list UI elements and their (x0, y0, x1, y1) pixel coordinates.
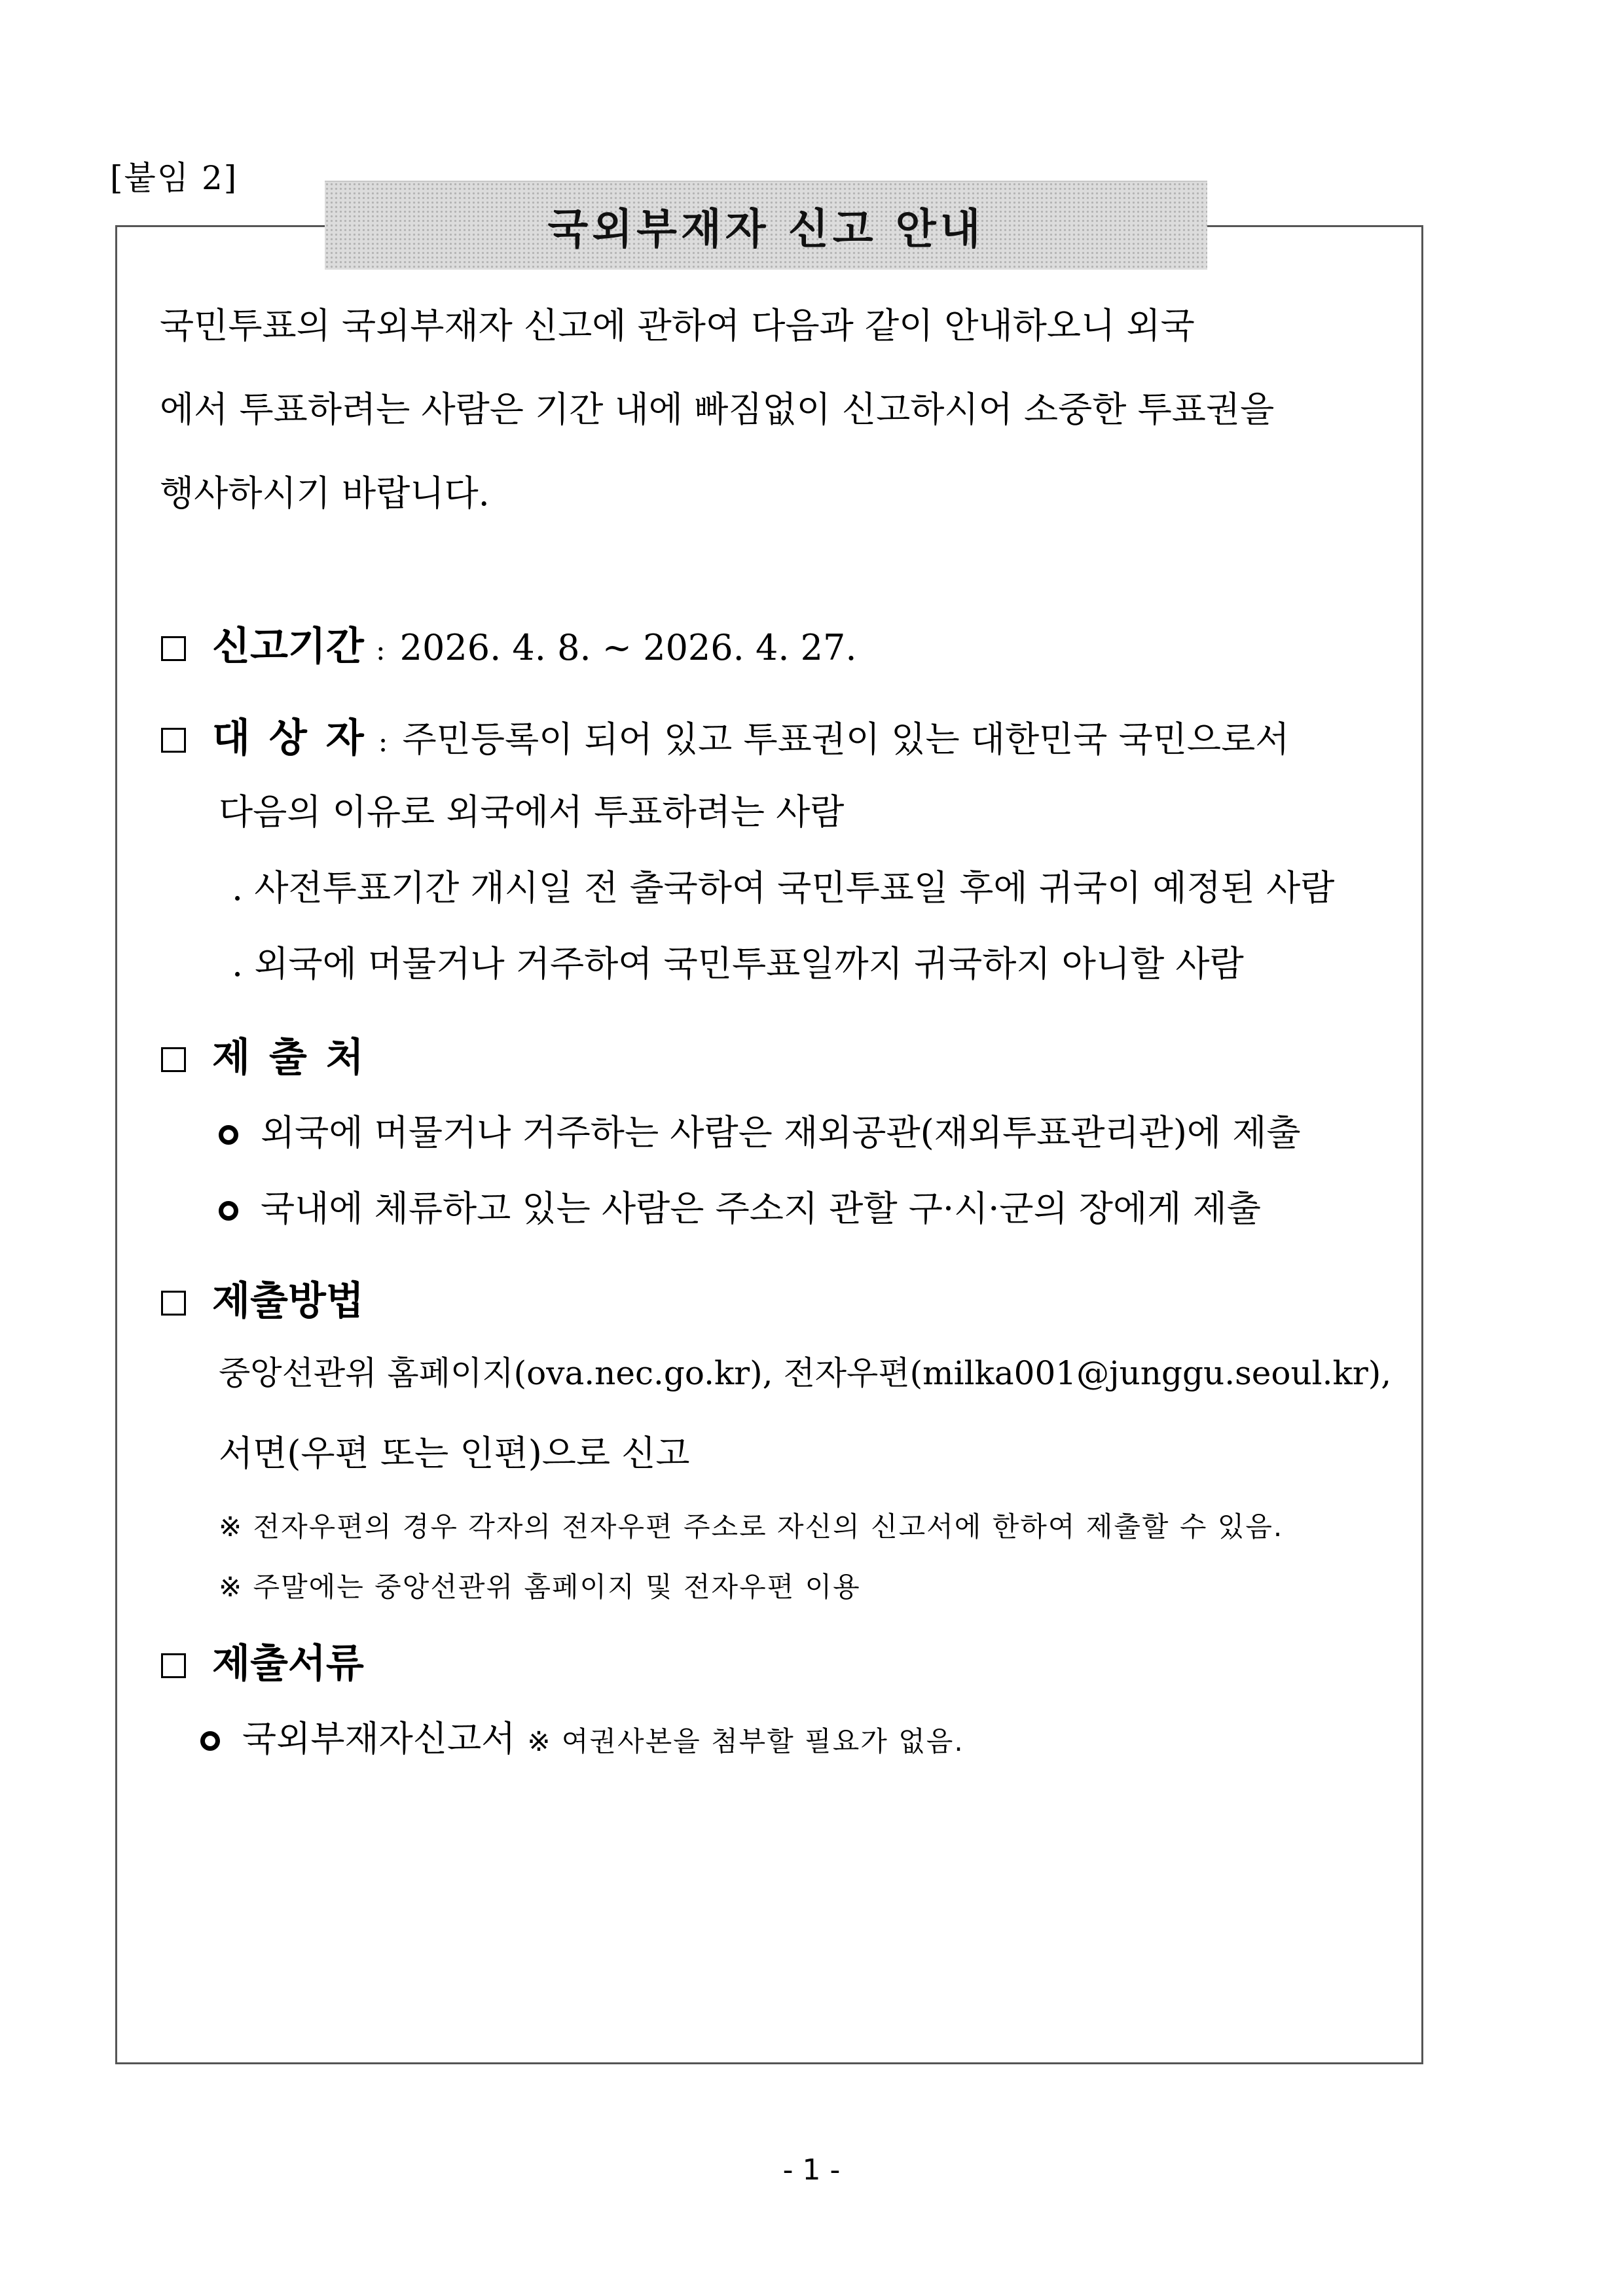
method-heading: 제출방법 (212, 1278, 364, 1324)
submit-to-item-2 (219, 1181, 1261, 1231)
title-banner (325, 181, 1207, 270)
checkbox-square-icon (161, 636, 186, 661)
method-note-2: ※ 주말에는 중앙선관위 홈페이지 및 전자우편 이용 (219, 1571, 861, 1603)
documents-heading: 제출서류 (212, 1641, 364, 1687)
circle-bullet-icon (219, 1201, 238, 1221)
target-item-2: . 외국에 머물거나 거주하여 국민투표일까지 귀국하지 아니할 사람 (232, 943, 1244, 984)
section-target (161, 707, 1289, 763)
document-title: 국외부재자 신고 안내 (547, 206, 985, 254)
checkbox-square-icon (161, 728, 186, 753)
period-value: 2026. 4. 8. ~ 2026. 4. 27. (399, 627, 857, 668)
section-documents (161, 1632, 364, 1689)
period-heading: 신고기간 (212, 624, 364, 670)
section-submit-to (161, 1026, 367, 1083)
intro-line-1: 국민투표의 국외부재자 신고에 관하여 다음과 같이 안내하오니 외국 (160, 305, 1195, 346)
documents-item-text: 국외부재자신고서 (242, 1718, 516, 1759)
target-separator: : (378, 725, 388, 759)
checkbox-square-icon (161, 1047, 186, 1072)
method-line-2: 서면(우편 또는 인편)으로 신고 (219, 1433, 690, 1474)
circle-bullet-icon (219, 1125, 238, 1145)
circle-bullet-icon (200, 1731, 220, 1751)
target-heading: 대 상 자 (212, 715, 367, 761)
method-line-1: 중앙선관위 홈페이지(ova.nec.go.kr), 전자우편(milka001@junggu.seoul.kr), (219, 1354, 1392, 1392)
submit-to-item-2-text: 국내에 체류하고 있는 사람은 주소지 관할 구·시·군의 장에게 제출 (261, 1188, 1261, 1229)
documents-item (200, 1711, 964, 1761)
checkbox-square-icon (161, 1291, 186, 1316)
target-line-1: 주민등록이 되어 있고 투표권이 있는 대한민국 국민으로서 (402, 719, 1290, 760)
section-period (161, 615, 857, 672)
checkbox-square-icon (161, 1653, 186, 1678)
attachment-label: [붙임 2] (110, 159, 238, 197)
intro-line-2: 에서 투표하려는 사람은 기간 내에 빠짐없이 신고하시어 소중한 투표권을 (160, 389, 1275, 430)
method-note-1: ※ 전자우편의 경우 각자의 전자우편 주소로 자신의 신고서에 한하여 제출할 수 있음. (219, 1511, 1284, 1543)
target-item-1: . 사전투표기간 개시일 전 출국하여 국민투표일 후에 귀국이 예정된 사람 (232, 867, 1335, 908)
intro-line-3: 행사하시기 바랍니다. (160, 473, 490, 514)
submit-to-item-1-text: 외국에 머물거나 거주하는 사람은 재외공관(재외투표관리관)에 제출 (261, 1112, 1301, 1153)
period-separator: : (375, 634, 386, 667)
page-number: - 1 - (782, 2153, 841, 2187)
submit-to-item-1 (219, 1105, 1301, 1155)
target-line-2: 다음의 이유로 외국에서 투표하려는 사람 (219, 791, 845, 833)
documents-note: ※ 여권사본을 첨부할 필요가 없음. (527, 1725, 964, 1757)
submit-to-heading: 제 출 처 (212, 1035, 367, 1081)
section-method (161, 1270, 364, 1326)
